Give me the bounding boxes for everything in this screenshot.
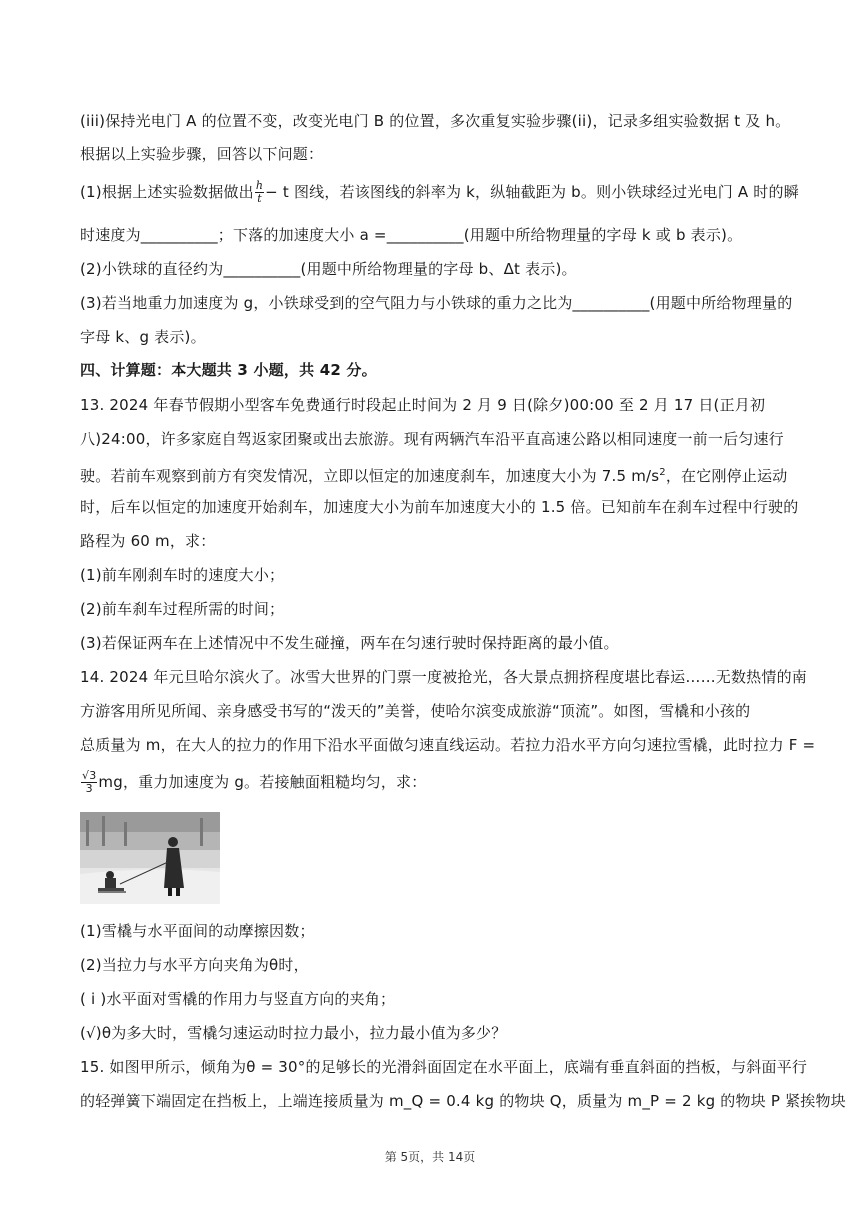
text-line: 总质量为 m，在大人的拉力的作用下沿水平面做匀速直线运动。若拉力沿水平方向匀速拉雪橇，此时拉力 F =: [80, 736, 816, 754]
text-segment: ，在它刚停止运动: [665, 467, 788, 485]
text-line: 时速度为__________；下落的加速度大小 a =__________(用题中所给物理量的字母 k 或 b 表示)。: [80, 226, 743, 244]
text-line: (2)前车刹车过程所需的时间；: [80, 600, 285, 618]
text-line: (2)当拉力与水平方向夹角为θ时，: [80, 956, 309, 974]
text-line: 15. 如图甲所示，倾角为θ = 30°的足够长的光滑斜面固定在水平面上，底端有垂直斜面的挡板，与斜面平行: [80, 1058, 808, 1076]
text-line: [80, 180, 800, 205]
text-line: (1)前车刚刹车时的速度大小；: [80, 566, 285, 584]
text-line: 的轻弹簧下端固定在挡板上，上端连接质量为 m_Q = 0.4 kg 的物块 Q，质量为 m_P = 2 kg 的物块 P 紧挨物块: [80, 1092, 846, 1110]
text-line: [80, 770, 800, 795]
fraction-numerator: √3: [82, 769, 97, 782]
text-line: [80, 462, 800, 487]
fraction-denominator: 3: [85, 782, 93, 795]
text-line: (iii)保持光电门 A 的位置不变，改变光电门 B 的位置，多次重复实验步骤(ii)，记录多组实验数据 t 及 h。: [80, 112, 791, 130]
section-heading: 四、计算题：本大题共 3 小题，共 42 分。: [80, 361, 377, 379]
sled-photo: [80, 812, 220, 904]
fraction-numerator: h: [255, 179, 264, 192]
text-segment: (1)根据上述实验数据做出: [80, 183, 254, 201]
text-line: (3)若保证两车在上述情况中不发生碰撞，两车在匀速行驶时保持距离的最小值。: [80, 634, 619, 652]
text-line: (3)若当地重力加速度为 g，小铁球受到的空气阻力与小铁球的重力之比为__________(用题中所给物理量的: [80, 294, 793, 312]
text-segment: mg，重力加速度为 g。若接触面粗糙均匀，求：: [98, 773, 427, 791]
text-line: ( i )水平面对雪橇的作用力与竖直方向的夹角；: [80, 990, 396, 1008]
fraction-denominator: t: [257, 192, 262, 205]
text-line: 14. 2024 年元旦哈尔滨火了。冰雪大世界的门票一度被抢光，各大景点拥挤程度堪比春运……无数热情的南: [80, 668, 807, 686]
text-line: 方游客用所见所闻、亲身感受书写的“泼天的”美誉，使哈尔滨变成旅游“顶流”。如图，雪橇和小孩的: [80, 702, 751, 720]
text-line: 根据以上实验步骤，回答以下问题：: [80, 145, 324, 163]
text-line: 字母 k、g 表示)。: [80, 328, 206, 346]
text-line: (√)θ为多大时，雪橇匀速运动时拉力最小，拉力最小值为多少？: [80, 1024, 507, 1042]
text-segment: − t: [265, 183, 289, 201]
text-line: (1)雪橇与水平面间的动摩擦因数；: [80, 922, 315, 940]
text-line: (2)小铁球的直径约为__________(用题中所给物理量的字母 b、Δt 表示)。: [80, 260, 577, 278]
text-line: 八)24:00，许多家庭自驾返家团聚或出去旅游。现有两辆汽车沿平直高速公路以相同速度一前一后匀速行: [80, 430, 784, 448]
text-line: 时，后车以恒定的加速度开始刹车，加速度大小为前车加速度大小的 1.5 倍。已知前车在刹车过程中行驶的: [80, 498, 799, 516]
fraction-h-over-t: [255, 180, 264, 205]
superscript: 2: [659, 467, 666, 478]
text-segment: 驶。若前车观察到前方有突发情况，立即以恒定的加速度刹车，加速度大小为 7.5 m/s: [80, 467, 660, 485]
page-footer: 第 5页，共 14页: [384, 1150, 476, 1164]
text-segment: 图线，若该图线的斜率为 k，纵轴截距为 b。则小铁球经过光电门 A 时的瞬: [293, 183, 799, 201]
fraction-sqrt3-over-3: [81, 770, 97, 795]
text-line: 13. 2024 年春节假期小型客车免费通行时段起止时间为 2 月 9 日(除夕)00:00 至 2 月 17 日(正月初: [80, 396, 766, 414]
text-line: 路程为 60 m，求：: [80, 532, 216, 550]
